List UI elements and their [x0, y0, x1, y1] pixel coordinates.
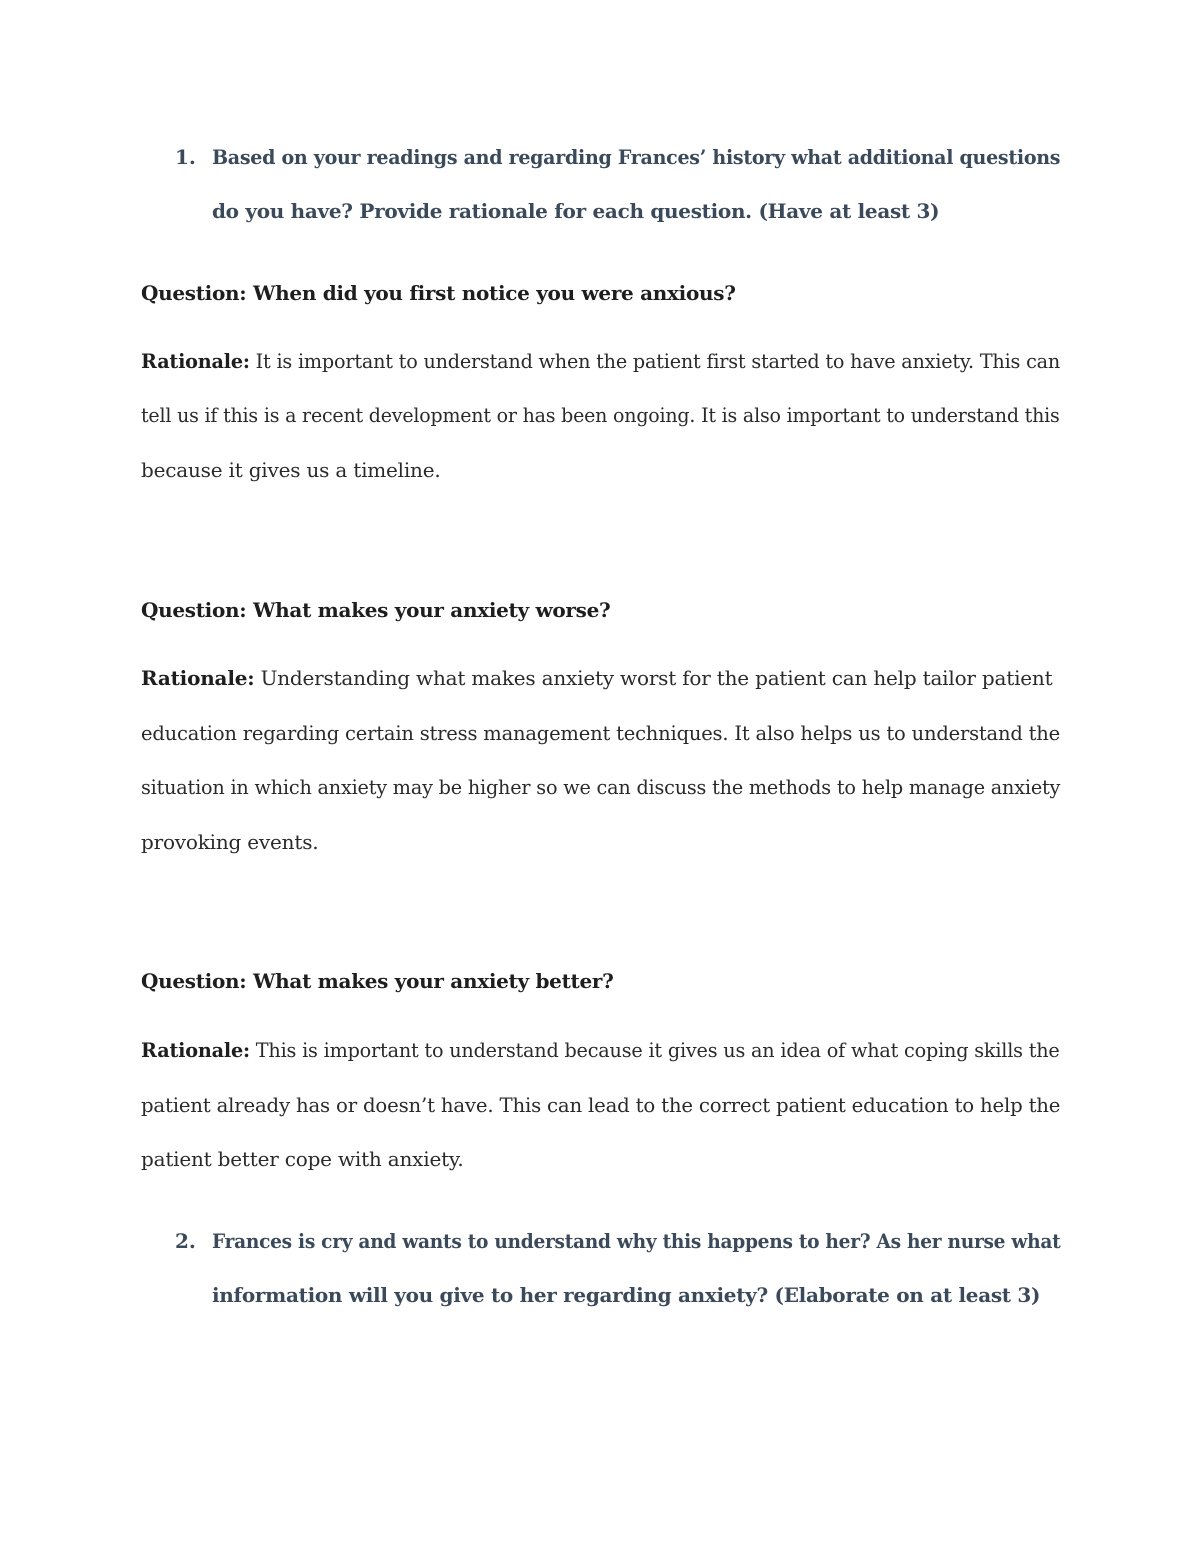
- rationale-1-line-2: tell us if this is a recent development or has been ongoing. It is also important to understand this: [141, 403, 1060, 427]
- rationale-3-line-2: patient already has or doesn’t have. This can lead to the correct patient education to help the: [141, 1093, 1061, 1117]
- rationale-3-line-1: [141, 1037, 1060, 1063]
- rationale-1-line-1: [141, 348, 1060, 374]
- rationale-2-line-2: education regarding certain stress management techniques. It also helps us to understand the: [141, 721, 1060, 745]
- rationale-2-line-1: [141, 665, 1052, 691]
- list-number-1: 1.: [175, 145, 196, 169]
- rationale-3-line-3: patient better cope with anxiety.: [141, 1147, 464, 1171]
- rationale-3-label: Rationale:: [141, 1038, 250, 1062]
- item-1-line-1: Based on your readings and regarding Frances’ history what additional questions: [212, 145, 1061, 169]
- rationale-2-line-4: provoking events.: [141, 830, 319, 854]
- question-3: Question: What makes your anxiety better?: [141, 969, 614, 993]
- rationale-2-line-3: situation in which anxiety may be higher so we can discuss the methods to help manage anxiety: [141, 775, 1061, 799]
- rationale-2-text: Understanding what makes anxiety worst for the patient can help tailor patient: [254, 666, 1053, 690]
- rationale-2-label: Rationale:: [141, 666, 255, 690]
- question-2: Question: What makes your anxiety worse?: [141, 598, 611, 622]
- question-1: Question: When did you first notice you were anxious?: [141, 281, 736, 305]
- item-2-line-1: Frances is cry and wants to understand why this happens to her? As her nurse what: [212, 1229, 1061, 1253]
- item-1-line-2: do you have? Provide rationale for each question. (Have at least 3): [212, 199, 940, 223]
- rationale-1-text: It is important to understand when the patient first started to have anxiety. This can: [249, 349, 1061, 373]
- rationale-3-text: This is important to understand because it gives us an idea of what coping skills the: [249, 1038, 1060, 1062]
- rationale-1-line-3: because it gives us a timeline.: [141, 458, 441, 482]
- item-2-line-2: information will you give to her regarding anxiety? (Elaborate on at least 3): [212, 1283, 1041, 1307]
- list-number-2: 2.: [175, 1229, 196, 1253]
- rationale-1-label: Rationale:: [141, 349, 250, 373]
